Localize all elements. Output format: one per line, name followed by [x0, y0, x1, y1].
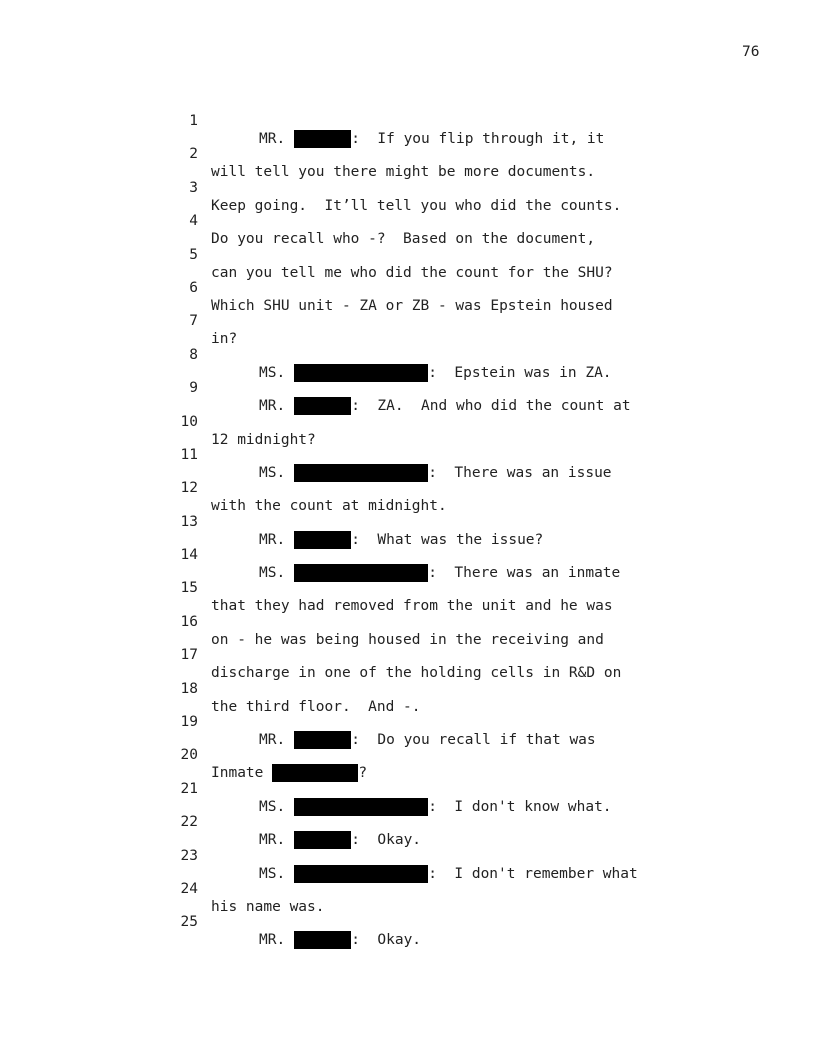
line-text: in? [211, 331, 238, 348]
line-text [259, 931, 421, 949]
line-number: 10 [180, 413, 198, 430]
line-text: on - he was being housed in the receiving and [211, 631, 604, 648]
speaker-title: MR. [259, 531, 286, 548]
utterance-text: : There was an issue [428, 464, 612, 481]
line-number: 19 [180, 714, 198, 731]
line-number: 14 [180, 547, 198, 564]
transcript-line [0, 662, 816, 715]
transcript-line [0, 528, 816, 582]
speaker-title: MS. [259, 464, 286, 481]
speaker-title: MR. [259, 932, 286, 949]
speaker-title: MR. [259, 832, 286, 849]
transcript-line [0, 228, 816, 281]
redaction-box [294, 931, 351, 949]
utterance-text: : I don't know what. [428, 798, 612, 815]
line-number: 18 [180, 680, 198, 697]
line-number: 8 [189, 346, 198, 363]
transcript-line [0, 428, 816, 481]
line-text: Which SHU unit - ZA or ZB - was Epstein housed [211, 297, 613, 314]
speaker-title: MS. [259, 565, 286, 582]
transcript-line [0, 461, 816, 515]
transcript-line [0, 395, 816, 448]
speaker-title: MS. [259, 798, 286, 815]
line-number: 20 [180, 747, 198, 764]
transcript-line [0, 595, 816, 648]
transcript-line [0, 328, 816, 381]
line-number: 23 [180, 847, 198, 864]
line-number: 4 [189, 213, 198, 230]
page-number: 76 [742, 44, 760, 60]
transcript-line [0, 795, 816, 849]
line-number: 25 [180, 914, 198, 931]
transcript-line [0, 294, 816, 348]
transcript-line [0, 695, 816, 749]
line-number: 24 [180, 880, 198, 897]
line-number: 11 [180, 446, 198, 463]
utterance-text: : If you flip through it, it [351, 131, 605, 147]
line-number: 1 [189, 113, 198, 129]
line-number: 7 [189, 313, 198, 330]
transcript-line [0, 261, 816, 314]
speaker-title: MR. [259, 131, 286, 147]
utterance-text: : Epstein was in ZA. [428, 364, 612, 381]
line-text: 12 midnight? [211, 431, 316, 448]
utterance-text: Inmate [211, 765, 264, 782]
utterance-text: : ZA. And who did the count at [351, 398, 631, 415]
line-number: 15 [180, 580, 198, 597]
line-number: 6 [189, 279, 198, 296]
line-text: his name was. [211, 898, 325, 915]
transcript-line [0, 762, 816, 815]
speaker-title: MR. [259, 398, 286, 415]
line-number: 9 [189, 380, 198, 397]
transcript-line [0, 161, 816, 214]
utterance-text: : Do you recall if that was [351, 732, 596, 749]
line-number: 22 [180, 814, 198, 831]
transcript-line [0, 94, 816, 147]
transcript-line [0, 895, 816, 949]
speaker-title: MR. [259, 732, 286, 749]
utterance-text: : What was the issue? [351, 531, 544, 548]
line-text: that they had removed from the unit and he was [211, 598, 613, 615]
line-number: 12 [180, 480, 198, 497]
transcript-line [0, 728, 816, 782]
line-text: with the count at midnight. [211, 498, 447, 515]
speaker-title: MS. [259, 364, 286, 381]
transcript-line [0, 628, 816, 682]
line-number: 21 [180, 780, 198, 797]
line-text: Keep going. It’ll tell you who did the counts. [211, 197, 622, 214]
transcript-line [0, 361, 816, 415]
transcript-body [0, 94, 816, 949]
utterance-text-after: ? [358, 765, 368, 782]
transcript-line [0, 561, 816, 615]
transcript-line [0, 862, 816, 915]
line-text: will tell you there might be more documents. [211, 164, 596, 181]
speaker-title: MS. [259, 865, 286, 882]
transcript-line [0, 127, 816, 181]
line-number: 5 [189, 246, 198, 263]
line-number: 13 [180, 513, 198, 530]
line-text: discharge in one of the holding cells in R&D on [211, 665, 622, 682]
line-number: 2 [189, 146, 198, 163]
utterance-text: : Okay. [351, 832, 422, 849]
line-number: 3 [189, 179, 198, 196]
transcript-line [0, 495, 816, 548]
transcript-line [0, 194, 816, 248]
line-text: the third floor. And -. [211, 698, 421, 715]
utterance-text: : Okay. [351, 932, 422, 949]
line-number: 17 [180, 647, 198, 664]
transcript-line [0, 829, 816, 882]
line-text: can you tell me who did the count for the SHU? [211, 264, 613, 281]
line-number: 16 [180, 613, 198, 630]
utterance-text: : There was an inmate [428, 565, 621, 582]
utterance-text: : I don't remember what [428, 865, 638, 882]
line-text: Do you recall who -? Based on the document, [211, 231, 596, 248]
